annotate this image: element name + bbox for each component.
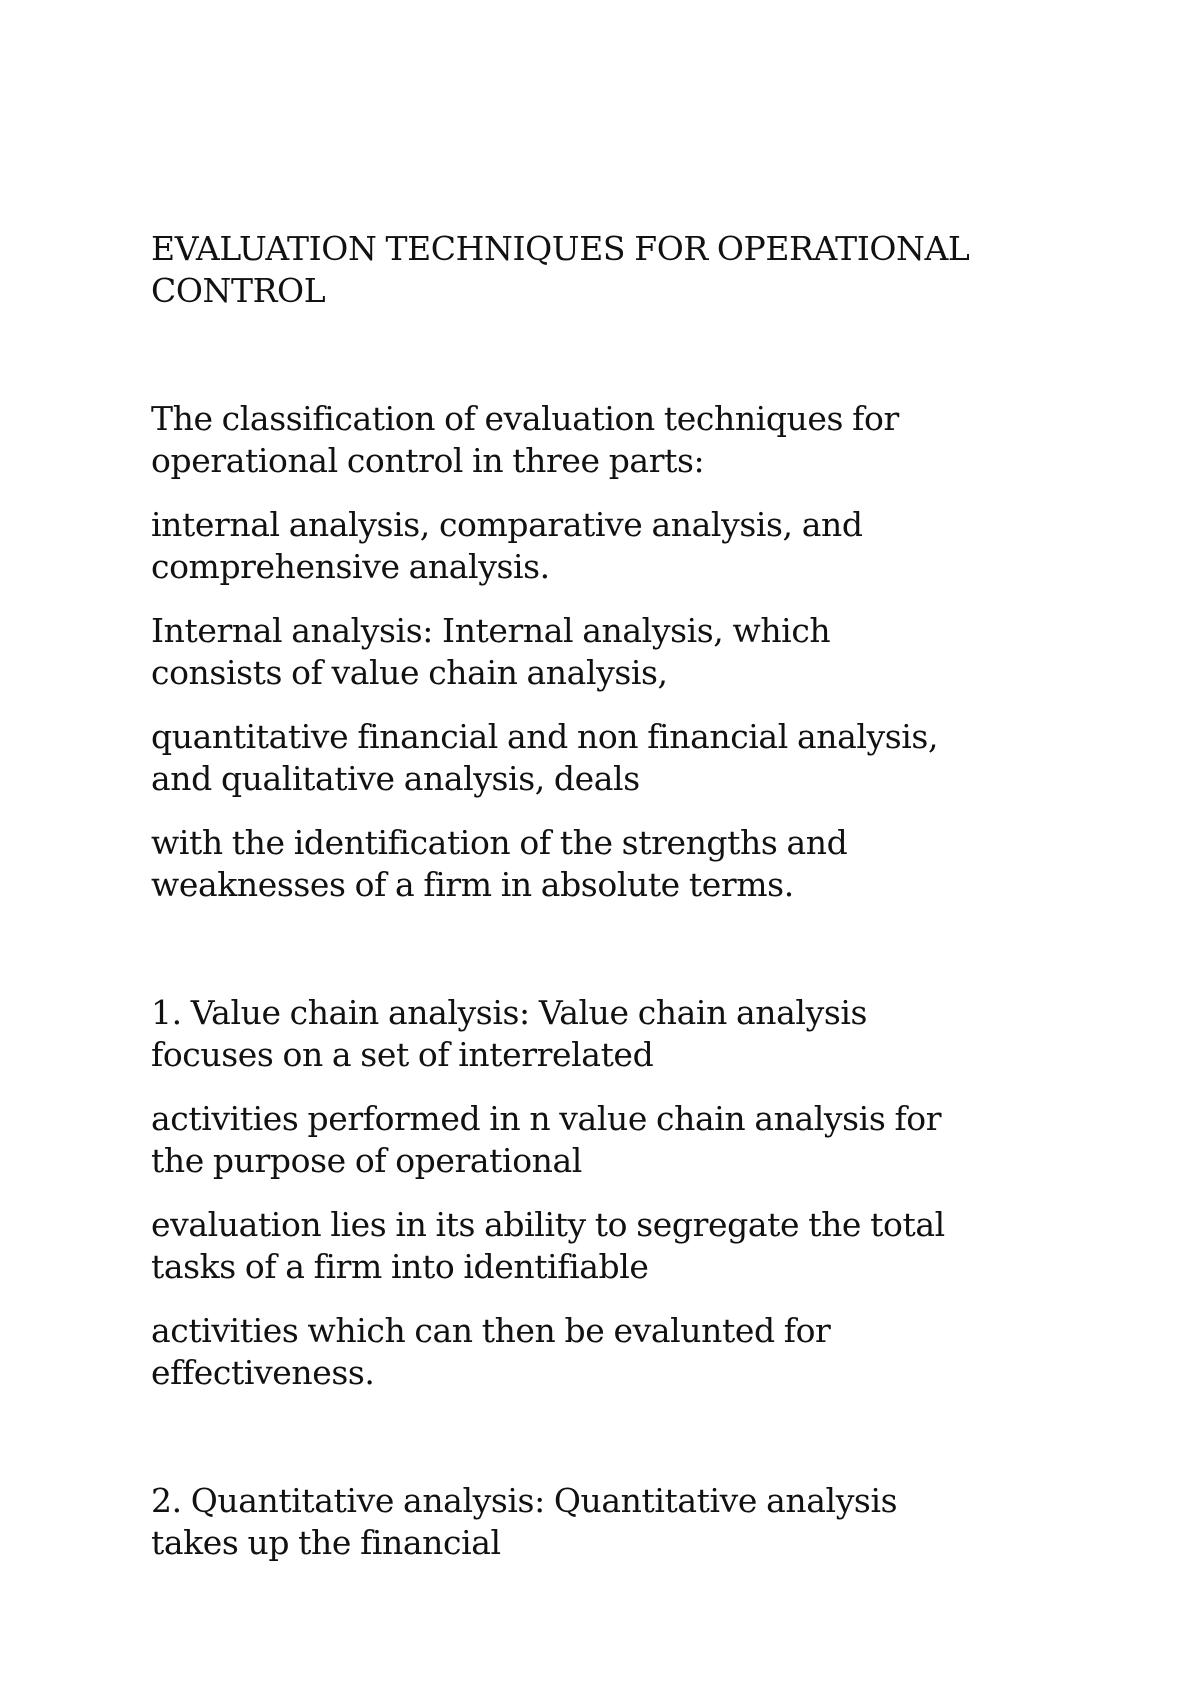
paragraph-line: tasks of a firm into identifiable — [151, 1247, 649, 1286]
paragraph-line: effectiveness. — [151, 1353, 375, 1392]
paragraph — [151, 504, 1051, 588]
paragraph — [151, 1310, 1051, 1394]
paragraph — [151, 1098, 1051, 1182]
paragraph — [151, 716, 1051, 800]
paragraph-line: focuses on a set of interrelated — [151, 1035, 654, 1074]
paragraph-line: quantitative financial and non financial analysis, — [151, 717, 939, 756]
paragraph-line: 2. Quantitative analysis: Quantitative analysis — [151, 1481, 898, 1520]
paragraph-line: operational control in three parts: — [151, 441, 705, 480]
paragraph-line: weaknesses of a firm in absolute terms. — [151, 865, 794, 904]
paragraph — [151, 992, 1051, 1076]
paragraph-line: activities which can then be evalunted for — [151, 1311, 831, 1350]
paragraph-line: internal analysis, comparative analysis, and — [151, 505, 863, 544]
paragraph — [151, 1480, 1051, 1564]
paragraph — [151, 822, 1051, 906]
paragraph-line: takes up the financial — [151, 1523, 501, 1562]
paragraph-line: activities performed in n value chain analysis for — [151, 1099, 942, 1138]
paragraph-line: The classification of evaluation techniques for — [151, 399, 899, 438]
paragraph-line: Internal analysis: Internal analysis, which — [151, 611, 831, 650]
title-line: EVALUATION TECHNIQUES FOR OPERATIONAL — [151, 229, 970, 268]
paragraph-line: and qualitative analysis, deals — [151, 759, 640, 798]
paragraph — [151, 398, 1051, 482]
paragraph-line: consists of value chain analysis, — [151, 653, 668, 692]
document-title — [151, 228, 1051, 312]
paragraph — [151, 1204, 1051, 1288]
paragraph-line: the purpose of operational — [151, 1141, 582, 1180]
paragraph-line: 1. Value chain analysis: Value chain analysis — [151, 993, 868, 1032]
paragraph-line: with the identification of the strengths and — [151, 823, 848, 862]
title-line: CONTROL — [151, 271, 326, 310]
paragraph — [151, 610, 1051, 694]
paragraph-line: evaluation lies in its ability to segregate the total — [151, 1205, 945, 1244]
paragraph-line: comprehensive analysis. — [151, 547, 550, 586]
